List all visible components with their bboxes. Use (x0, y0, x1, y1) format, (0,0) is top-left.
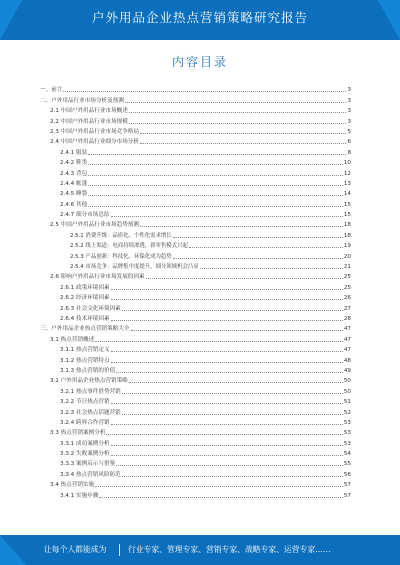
toc-entry-label: 2.5.2 线上渠道：电商持续渗透，新零售模式兴起 (70, 243, 188, 250)
toc-entry-page: 47 (343, 336, 351, 343)
toc-leader-dots (111, 299, 343, 300)
toc-leader-dots (88, 164, 343, 165)
toc-entry[interactable] (40, 437, 351, 447)
toc-entry[interactable] (40, 417, 351, 427)
toc-entry[interactable] (40, 365, 351, 375)
toc-entry-page: 10 (343, 160, 351, 167)
toc-entry-label: 3.4.1 实施步骤 (60, 492, 99, 499)
toc-entry-page: 51 (343, 399, 351, 406)
toc-entry-label: 2.4.5 睡袋 (60, 191, 88, 198)
report-title: 户外用品企业热点营销策略研究报告 (91, 10, 308, 25)
toc-entry-label: 3.2.1 热点事件借势营销 (60, 388, 121, 395)
toc-leader-dots (146, 278, 343, 279)
toc-leader-dots (116, 465, 343, 466)
toc-entry-label: 一、前言 (40, 87, 63, 94)
toc-leader-dots (95, 341, 343, 342)
toc-leader-dots (129, 382, 343, 383)
toc-entry[interactable] (40, 489, 351, 499)
toc-leader-dots (189, 247, 343, 248)
toc-entry[interactable] (40, 188, 351, 198)
toc-entry[interactable] (40, 313, 351, 323)
toc-entry-label: 2.6.2 经济环境因素 (60, 295, 110, 302)
toc-leader-dots (111, 424, 343, 425)
toc-entry-label: 2.4 中国户外用品行业细分市场分析 (50, 139, 139, 146)
toc-entry[interactable] (40, 344, 351, 354)
toc-entry-label: 三、户外用品企业热点营销策略大全 (40, 326, 130, 333)
toc-entry[interactable] (40, 333, 351, 343)
toc-entry-label: 3.1.1 热点营销定义 (60, 347, 110, 354)
toc-entry[interactable] (40, 115, 351, 125)
toc-entry-label: 3.3.3 案例启示与借鉴 (60, 461, 116, 468)
toc-leader-dots (88, 206, 343, 207)
toc-entry[interactable] (40, 292, 351, 302)
footer-divider (119, 544, 120, 556)
toc-entry-page: 8 (347, 149, 351, 156)
toc-entry-page: 26 (343, 295, 351, 302)
toc-leader-dots (122, 310, 343, 311)
toc-entry-page: 3 (347, 108, 351, 115)
footer-banner (0, 535, 400, 565)
toc-entry-label: 2.4.2 鞋类 (60, 160, 88, 167)
toc-entry-page: 3 (347, 87, 351, 94)
toc-entry-page: 14 (343, 191, 351, 198)
toc-leader-dots (88, 175, 343, 176)
toc-entry-label: 2.4.6 其他 (60, 201, 88, 208)
toc-entry-page: 53 (343, 430, 351, 437)
toc-entry-page: 27 (343, 305, 351, 312)
toc-entry-label: 2.4.3 背包 (60, 170, 88, 177)
toc-entry[interactable] (40, 105, 351, 115)
toc-leader-dots (140, 226, 343, 227)
toc-entry-label: 2.1 中国户外用品行业市场概述 (50, 108, 128, 115)
toc-entry[interactable] (40, 219, 351, 229)
toc-entry-label: 3.2.3 社会热点话题营销 (60, 409, 121, 416)
toc-entry-page: 25 (343, 274, 351, 281)
toc-entry-page: 18 (343, 222, 351, 229)
toc-leader-dots (125, 102, 347, 103)
toc-entry-label: 3.2.2 节日热点营销 (60, 399, 110, 406)
toc-entry-label: 2.2 中国户外用品行业市场规模 (50, 118, 128, 125)
toc-leader-dots (116, 372, 343, 373)
toc-entry-page: 20 (343, 253, 351, 260)
toc-entry-label: 3.1.2 热点营销特点 (60, 357, 110, 364)
toc-entry-page: 25 (343, 284, 351, 291)
table-of-contents (40, 84, 351, 500)
toc-entry[interactable] (40, 126, 351, 136)
toc-leader-dots (88, 185, 343, 186)
toc-entry[interactable] (40, 136, 351, 146)
toc-entry-page: 15 (343, 201, 351, 208)
toc-entry-label: 二、户外用品行业市场分析及预测 (40, 97, 124, 104)
toc-entry-page: 18 (343, 232, 351, 239)
toc-leader-dots (88, 154, 346, 155)
toc-entry-page: 49 (343, 367, 351, 374)
toc-entry-page: 3 (347, 97, 351, 104)
toc-leader-dots (111, 362, 343, 363)
toc-entry-label: 3.3 热点营销案例分析 (50, 430, 106, 437)
toc-leader-dots (111, 320, 343, 321)
toc-entry-page: 53 (343, 419, 351, 426)
toc-entry-page: 55 (343, 461, 351, 468)
toc-leader-dots (111, 455, 343, 456)
toc-entry-page: 47 (343, 347, 351, 354)
toc-entry-label: 3.1.3 热点营销的价值 (60, 367, 116, 374)
toc-entry[interactable] (40, 240, 351, 250)
header-banner (0, 0, 400, 40)
toc-entry[interactable] (40, 250, 351, 260)
toc-entry-label: 2.5.3 产品创新：科技化、环保化成为趋势 (70, 253, 172, 260)
toc-leader-dots (99, 497, 342, 498)
toc-leader-dots (122, 393, 343, 394)
toc-entry-label: 2.5.1 消费升级：品质化、个性化需求增长 (70, 232, 172, 239)
toc-entry-page: 47 (343, 326, 351, 333)
toc-entry-page: 28 (343, 315, 351, 322)
toc-entry[interactable] (40, 229, 351, 239)
toc-entry[interactable] (40, 323, 351, 333)
toc-entry[interactable] (40, 406, 351, 416)
toc-entry[interactable] (40, 94, 351, 104)
toc-leader-dots (129, 112, 347, 113)
toc-leader-dots (88, 195, 343, 196)
toc-entry-page: 57 (343, 482, 351, 489)
toc-entry-page: 57 (343, 492, 351, 499)
toc-entry-page: 48 (343, 357, 351, 364)
toc-entry[interactable] (40, 375, 351, 385)
toc-entry-page: 54 (343, 451, 351, 458)
toc-entry-label: 3.3.1 成功案例分析 (60, 440, 110, 447)
toc-entry-page: 6 (347, 139, 351, 146)
toc-entry-page: 53 (343, 440, 351, 447)
toc-entry-label: 2.4.7 细分市场总结 (60, 212, 110, 219)
toc-leader-dots (111, 403, 343, 404)
footer-slogan: 让每个人都能成为 (44, 545, 107, 554)
toc-entry[interactable] (40, 468, 351, 478)
toc-entry-label: 2.6.4 技术环境因素 (60, 315, 110, 322)
toc-entry[interactable] (40, 396, 351, 406)
toc-entry[interactable] (40, 448, 351, 458)
toc-entry-label: 2.4.1 服装 (60, 149, 88, 156)
toc-entry-page: 56 (343, 471, 351, 478)
toc-entry-page: 12 (343, 170, 351, 177)
toc-entry[interactable] (40, 281, 351, 291)
toc-entry[interactable] (40, 354, 351, 364)
toc-entry-label: 2.6.1 政策环境因素 (60, 284, 110, 291)
toc-leader-dots (140, 133, 346, 134)
toc-leader-dots (106, 434, 342, 435)
toc-leader-dots (95, 486, 343, 487)
toc-entry[interactable] (40, 209, 351, 219)
toc-entry-label: 3.1 热点营销概述 (50, 336, 95, 343)
toc-entry-label: 2.4.4 帐篷 (60, 180, 88, 187)
toc-leader-dots (63, 91, 346, 92)
toc-entry-label: 3.4 热点营销实施 (50, 482, 95, 489)
toc-entry-page: 50 (343, 378, 351, 385)
toc-entry-label: 2.5 中国户外用品行业市场趋势预测 (50, 222, 139, 229)
toc-heading: 内容目录 (171, 55, 228, 69)
toc-entry[interactable] (40, 385, 351, 395)
toc-entry-page: 52 (343, 409, 351, 416)
toc-entry-label: 3.3.4 热点营销风险防范 (60, 471, 121, 478)
toc-entry-page: 50 (343, 388, 351, 395)
toc-entry-label: 2.3 中国户外用品行业市场竞争格局 (50, 128, 139, 135)
toc-leader-dots (111, 289, 343, 290)
toc-entry-label: 2.6.3 社会文化环境因素 (60, 305, 121, 312)
toc-entry-label: 3.2 户外用品企业热点营销策略 (50, 378, 128, 385)
toc-entry[interactable] (40, 84, 351, 94)
toc-leader-dots (122, 476, 343, 477)
toc-entry[interactable] (40, 157, 351, 167)
toc-leader-dots (111, 216, 343, 217)
toc-entry-page: 19 (343, 243, 351, 250)
toc-leader-dots (173, 237, 343, 238)
toc-entry-page: 15 (343, 212, 351, 219)
toc-leader-dots (200, 268, 343, 269)
toc-entry[interactable] (40, 146, 351, 156)
toc-entry-page: 3 (347, 118, 351, 125)
toc-entry-label: 3.2.4 跨界合作营销 (60, 419, 110, 426)
toc-leader-dots (173, 258, 343, 259)
toc-entry-page: 5 (347, 128, 351, 135)
toc-leader-dots (111, 351, 343, 352)
toc-entry[interactable] (40, 261, 351, 271)
toc-entry[interactable] (40, 271, 351, 281)
toc-entry[interactable] (40, 302, 351, 312)
toc-entry[interactable] (40, 167, 351, 177)
toc-entry[interactable] (40, 178, 351, 188)
toc-leader-dots (111, 445, 343, 446)
footer-decoration (0, 535, 26, 565)
toc-entry-page: 13 (343, 180, 351, 187)
toc-leader-dots (131, 330, 343, 331)
footer-tagline: 行业专家、管理专家、营销专家、战略专家、运营专家…… (128, 545, 331, 554)
toc-entry[interactable] (40, 427, 351, 437)
toc-entry[interactable] (40, 458, 351, 468)
toc-leader-dots (140, 143, 346, 144)
toc-entry[interactable] (40, 198, 351, 208)
toc-entry-label: 3.3.2 失败案例分析 (60, 451, 110, 458)
toc-entry-page: 21 (343, 264, 351, 271)
toc-entry-label: 2.5.4 市场竞争：品牌集中度提升，细分领域机会凸显 (70, 264, 199, 271)
toc-entry[interactable] (40, 479, 351, 489)
toc-leader-dots (129, 123, 347, 124)
toc-entry-label: 2.6 影响户外用品行业市场发展的因素 (50, 274, 145, 281)
toc-leader-dots (122, 414, 343, 415)
